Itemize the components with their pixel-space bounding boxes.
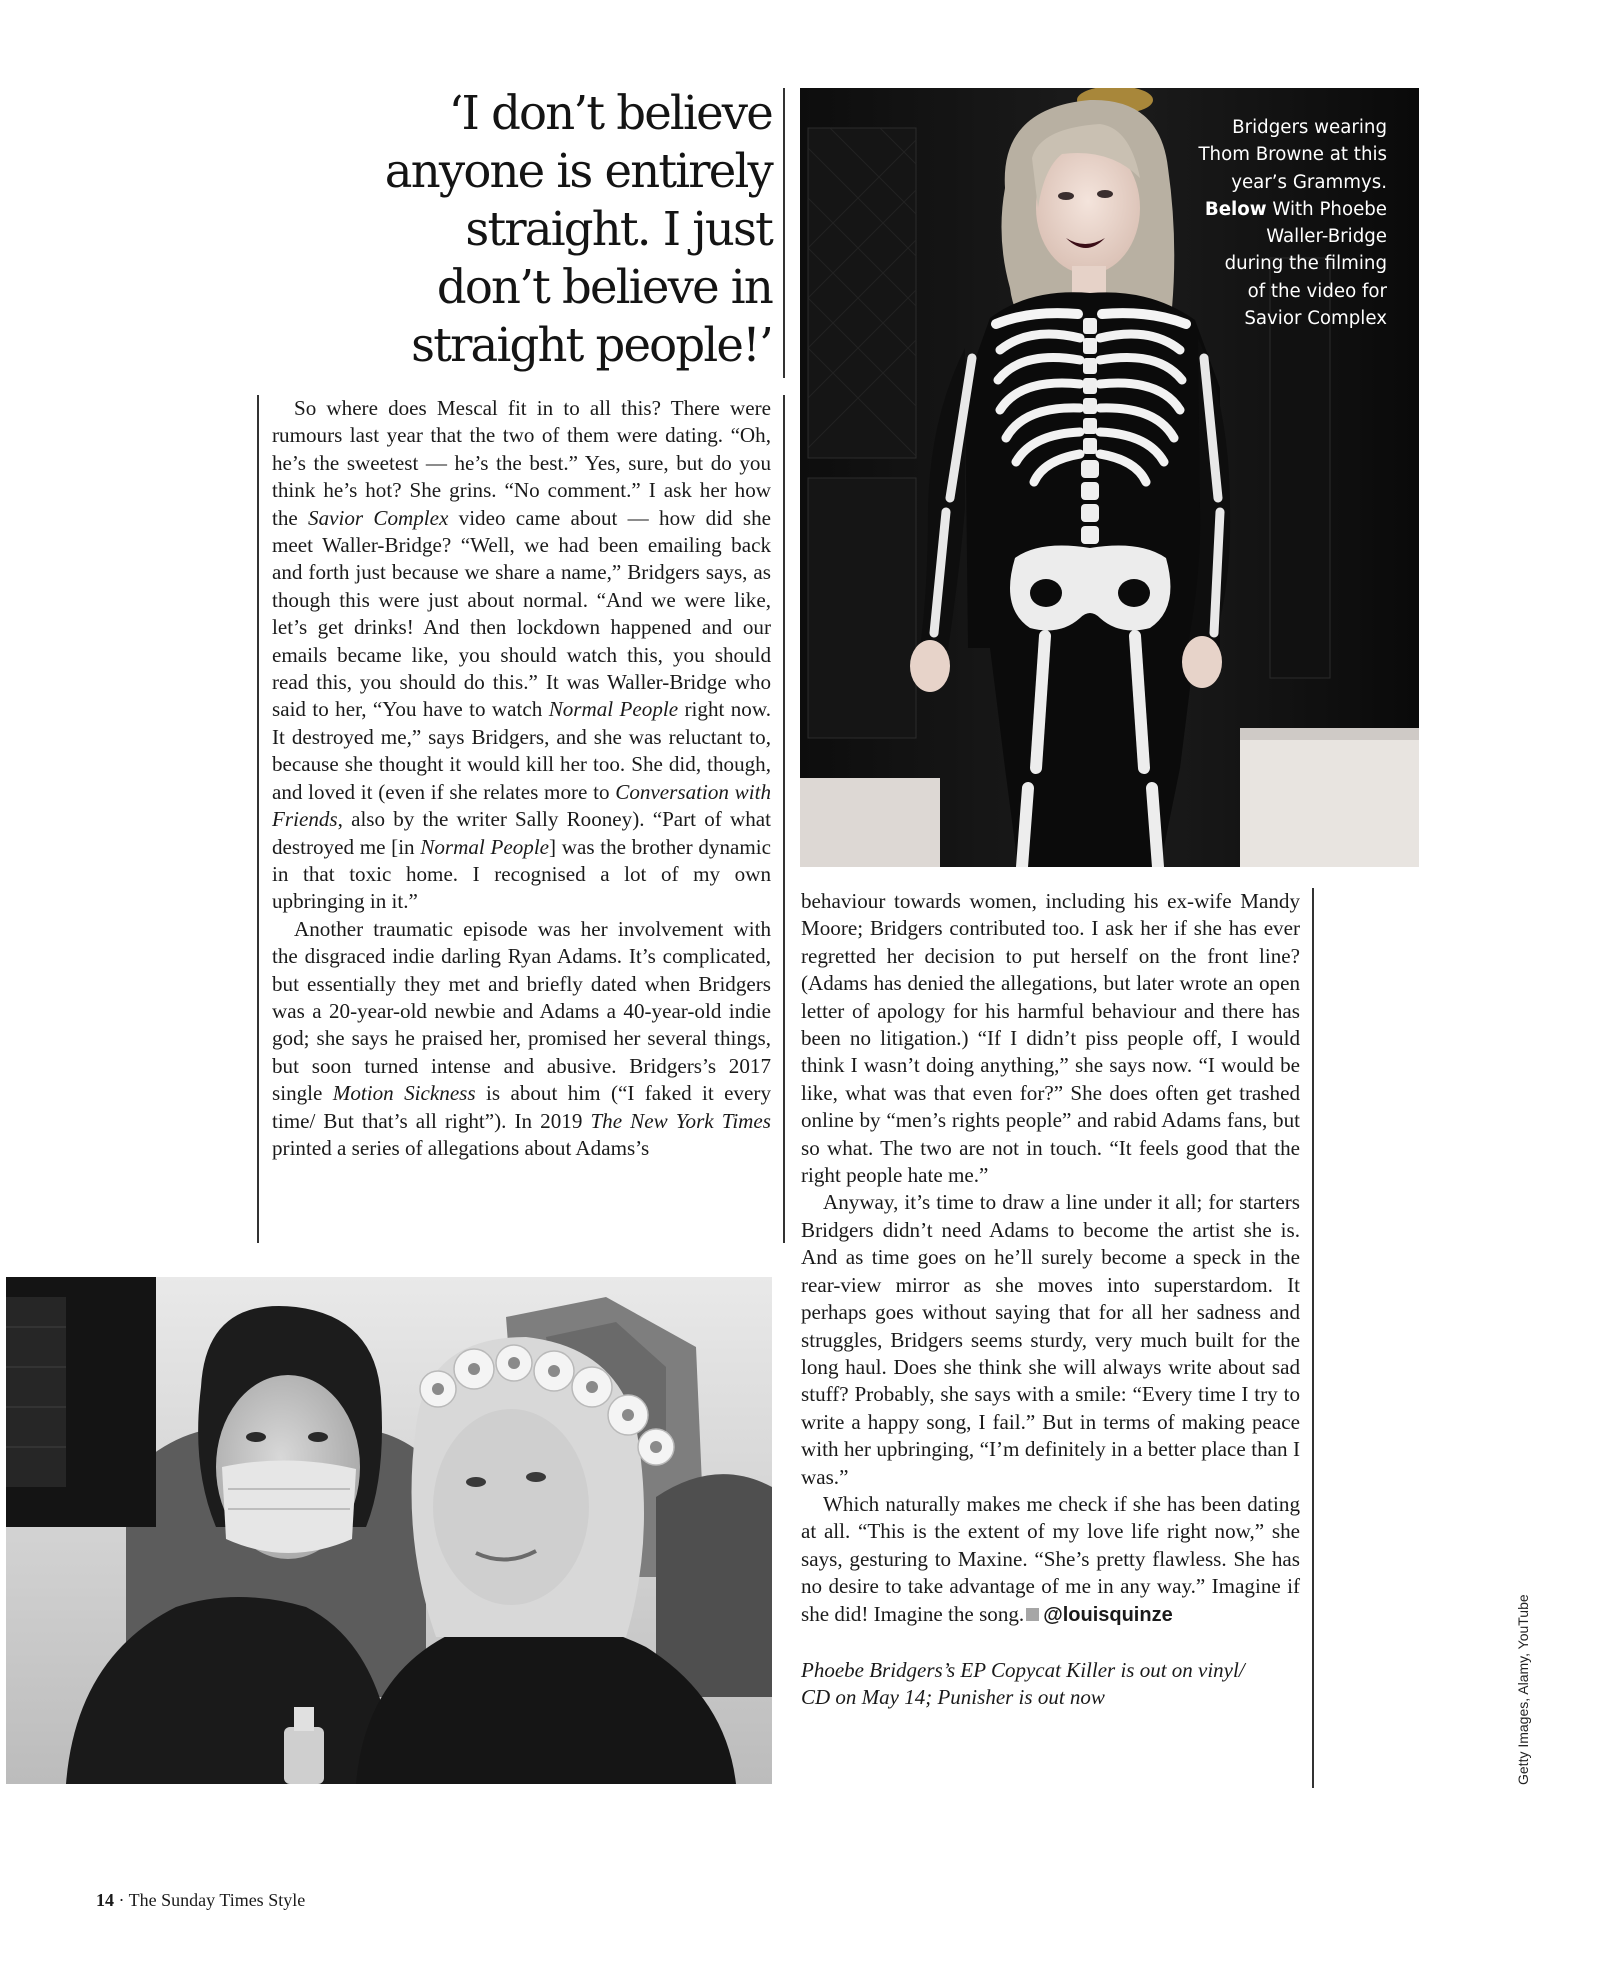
article-column-right — [801, 888, 1300, 1711]
folio — [96, 1890, 305, 1911]
caption-line: year’s Grammys. — [1231, 171, 1387, 193]
photo-credit: Getty Images, Alamy, YouTube — [1515, 1594, 1531, 1785]
caption-bold-word: Below — [1204, 198, 1267, 220]
skeleton-dress-photo — [800, 88, 1419, 867]
release-credit — [801, 1657, 1300, 1711]
pull-quote-line: ‘I don’t believe — [448, 86, 772, 140]
photo-caption — [1127, 114, 1387, 332]
caption-line: Waller-Bridge — [1266, 226, 1387, 248]
paragraph: So where does Mescal fit in to all this? There were rumours last year that the two of them were dating. “Oh, he’s the sweetest — he’s the best.” Yes, sure, but do you think he’s hot? She grins. “No comment.” I ask her how the Savior Complex video came about — how did she meet Waller-Bridge? “Well, we had been emailing back and forth just because we share a name,” Bridgers says, as though this were just about normal. “And we were like, let’s get drinks! And then lockdown happened and our emails became like, you should watch this, you should read this, you should do this.” It was Waller-Bridge who said to her, “You have to watch Normal People right now. It destroyed me,” says Bridgers, and she was reluctant to, because she thought it would kill her too. She did, though, and loved it (even if she relates more to Conversation with Friends, also by the writer Sally Rooney). “Part of what destroyed me [in Normal People] was the brother dynamic in that toxic home. I recognised a lot of my own upbringing in it.” — [272, 396, 772, 914]
column-rule-center — [783, 395, 785, 1243]
pull-quote-line: straight people!’ — [411, 318, 772, 372]
photo-illustration-icon — [6, 1277, 772, 1784]
end-mark-icon — [1026, 1608, 1039, 1621]
caption-line: of the video for — [1247, 280, 1387, 302]
caption-line: Savior Complex — [1244, 308, 1387, 330]
article-column-left — [272, 395, 771, 1162]
publication-name: The Sunday Times Style — [128, 1890, 306, 1910]
pull-quote — [300, 84, 772, 374]
caption-line: during the filming — [1224, 253, 1387, 275]
caption-line: Thom Browne at this — [1198, 144, 1387, 166]
caption-line: Bridgers wearing — [1232, 117, 1387, 138]
two-women-photo — [6, 1277, 772, 1784]
column-rule-left — [257, 395, 259, 1243]
credit-line: Phoebe Bridgers’s EP Copycat Killer is out on vinyl/ — [801, 1657, 1245, 1682]
paragraph: Which naturally makes me check if she has been dating at all. “This is the extent of my love life right now,” she says, gesturing to Maxine. “She’s pretty flawless. She has no desire to take advantage of me in any way.” Imagine if she did! Imagine the song. @louisquinze — [801, 1491, 1300, 1626]
credit-line: CD on May 14; Punisher is out now — [801, 1684, 1105, 1709]
pull-quote-line: don’t believe in — [436, 260, 772, 314]
author-handle[interactable]: @louisquinze — [1043, 1603, 1173, 1626]
paragraph: Anyway, it’s time to draw a line under it all; for starters Bridgers didn’t need Adams to become the artist she is. And as time goes on he’ll surely become a speck in the rear-view mirror as she moves into superstardom. It perhaps goes without saying that for all her sadness and struggles, Bridgers seems sturdy, very much built for the long haul. Does she think she will always write about sad stuff? Probably, she says with a smile: “Every time I try to write a happy song, I fail.” But in terms of making peace with her upbringing, “I’m definitely in a better place than I was.” — [801, 1190, 1300, 1489]
pull-quote-line: anyone is entirely — [384, 144, 772, 198]
paragraph: behaviour towards women, including his ex-wife Mandy Moore; Bridgers contributed too. I ask her if she has ever regretted her decision to put herself on the front line? (Adams has denied the allegations, but later wrote an open letter of apology for his harmful behaviour and there has been no litigation.) “If I didn’t piss people off, I would think I wasn’t doing anything,” she says now. “I would be like, what was that even for?” She does often get trashed online by “men’s rights people” and rabid Adams fans, but so what. The two are not in touch. “It feels good that the right people hate me.” — [801, 889, 1300, 1188]
pull-quote-line: straight. I just — [465, 202, 772, 256]
caption-line: Below With Phoebe — [1204, 198, 1387, 220]
paragraph: Another traumatic episode was her involvement with the disgraced indie darling Ryan Adams. It’s complicated, but essentially they met and briefly dated when Bridgers was a 20-year-old newbie and Adams a 40-year-old indie god; she says he praised her, promised her several things, but soon turned intense and abusive. Bridgers’s 2017 single Motion Sickness is about him (“I faked it every time/ But that’s all right”). In 2019 The New York Times printed a series of allegations about Adams’s — [272, 916, 771, 1160]
pull-quote-rule — [783, 88, 785, 378]
column-rule-right — [1312, 888, 1314, 1788]
folio-separator: · — [114, 1890, 129, 1910]
page-number: 14 — [96, 1890, 114, 1910]
